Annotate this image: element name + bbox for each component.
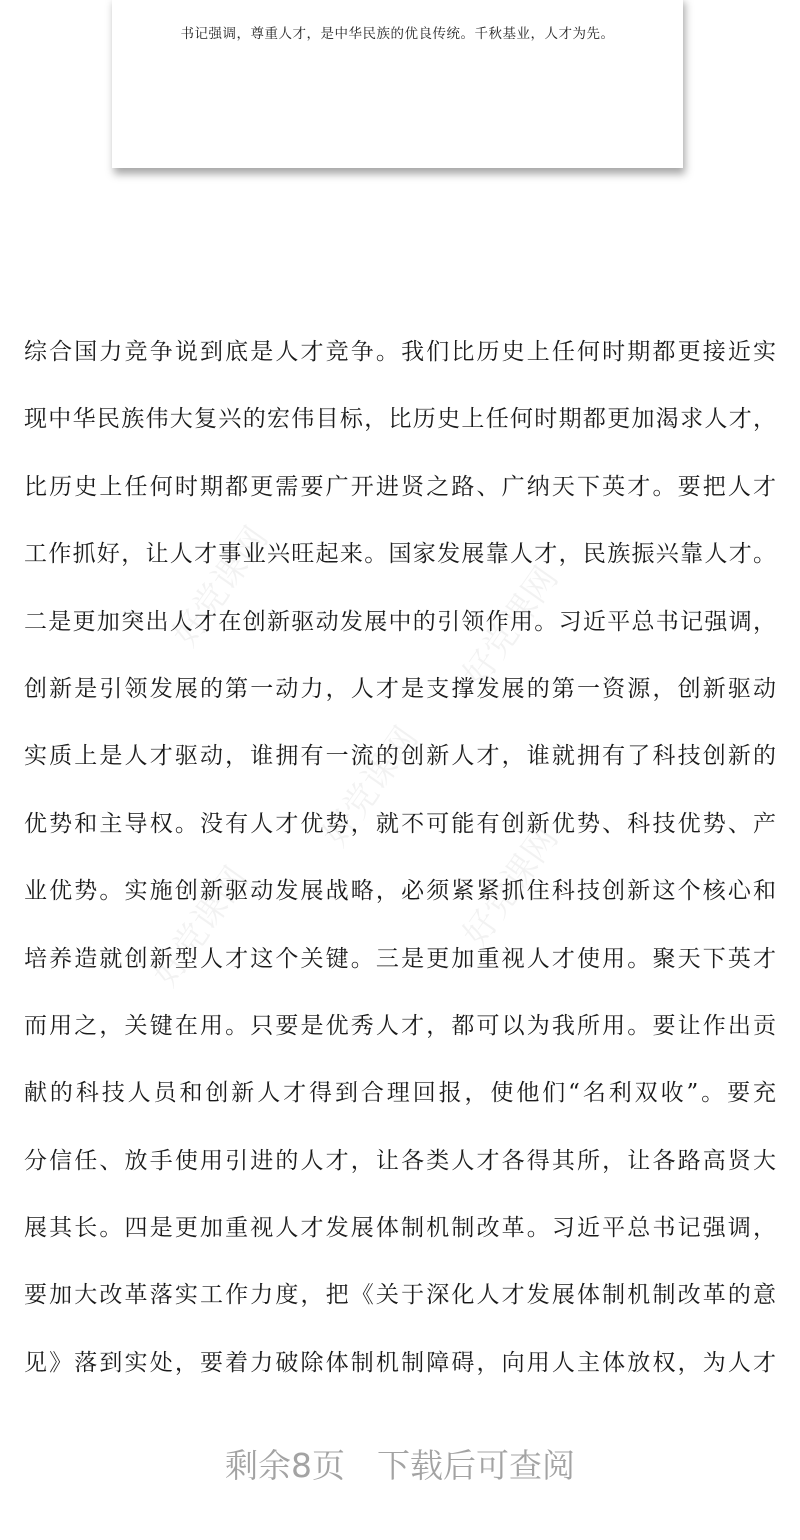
preview-page-card — [112, 0, 683, 168]
body-text-line: 展其长。四是更加重视人才发展体制机制改革。习近平总书记强调， — [24, 1215, 776, 1242]
watermark: 好党课网 — [165, 519, 277, 654]
body-text-line: 优势和主导权。没有人才优势，就不可能有创新优势、科技优势、产 — [24, 810, 776, 837]
download-prompt[interactable] — [0, 1440, 800, 1487]
body-text-line: 现中华民族伟大复兴的宏伟目标，比历史上任何时期都更加渴求人才， — [24, 406, 776, 433]
body-text-line: 工作抓好，让人才事业兴旺起来。国家发展靠人才，民族振兴靠人才。 — [24, 541, 776, 568]
body-text-line: 业优势。实施创新驱动发展战略，必须紧紧抓住科技创新这个核心和 — [24, 878, 776, 905]
watermark: 好党课网 — [145, 859, 257, 994]
watermark: 好党课网 — [455, 819, 567, 954]
body-text-line: 见》落到实处，要着力破除体制机制障碍，向用人主体放权，为人才 — [24, 1349, 776, 1376]
watermark: 好党课网 — [315, 719, 427, 854]
download-to-view-label[interactable]: 下载后可查阅 — [377, 1446, 575, 1485]
body-text-line: 献的科技人员和创新人才得到合理回报，使他们“名利双收”。要充 — [24, 1080, 776, 1107]
watermark: 好党课网 — [455, 559, 567, 694]
body-text-line: 创新是引领发展的第一动力，人才是支撑发展的第一资源，创新驱动 — [24, 675, 776, 702]
body-text-line: 培养造就创新型人才这个关键。三是更加重视人才使用。聚天下英才 — [24, 945, 776, 972]
body-text-line: 综合国力竞争说到底是人才竞争。我们比历史上任何时期都更接近实 — [24, 339, 776, 365]
body-text-line: 分信任、放手使用引进的人才，让各类人才各得其所，让各路高贤大 — [24, 1147, 776, 1174]
remaining-pages-label[interactable]: 剩余8页 — [225, 1446, 345, 1485]
body-text-line: 比历史上任何时期都更需要广开进贤之路、广纳天下英才。要把人才 — [24, 473, 776, 500]
body-text-line: 二是更加突出人才在创新驱动发展中的引领作用。习近平总书记强调， — [24, 608, 776, 635]
preview-card-text: 书记强调，尊重人才，是中华民族的优良传统。千秋基业，人才为先。 — [180, 26, 615, 42]
body-text-line: 而用之，关键在用。只要是优秀人才，都可以为我所用。要让作出贡 — [24, 1012, 776, 1039]
body-text-line: 要加大改革落实工作力度，把《关于深化人才发展体制机制改革的意 — [24, 1282, 776, 1309]
document-body — [24, 332, 776, 1410]
body-text-line: 实质上是人才驱动，谁拥有一流的创新人才，谁就拥有了科技创新的 — [24, 743, 776, 770]
